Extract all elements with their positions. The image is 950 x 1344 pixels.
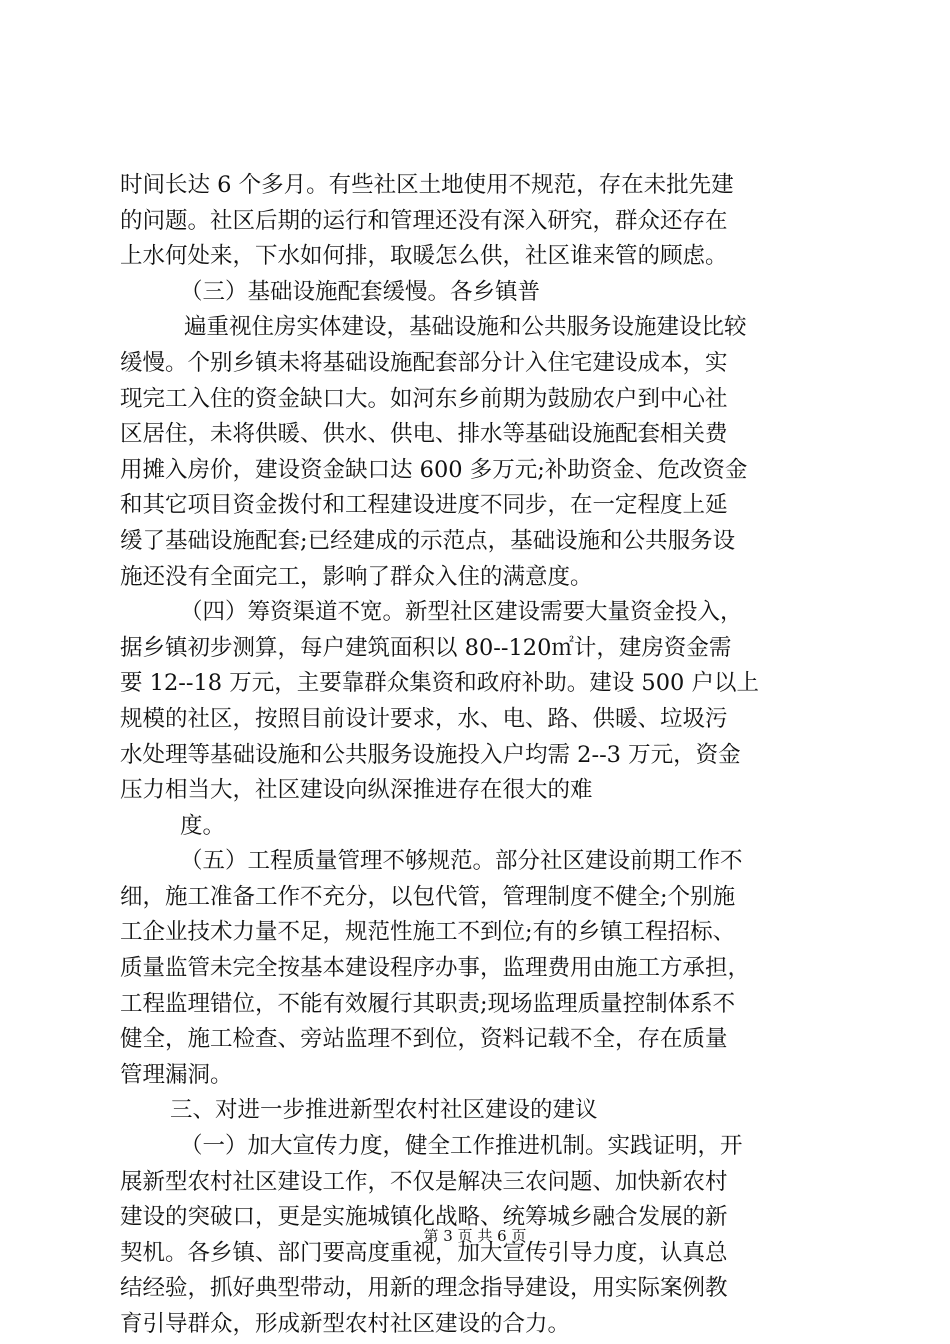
text-line: 区居住，未将供暖、供水、供电、排水等基础设施配套相关费 <box>120 421 728 448</box>
text-line: 要 12--18 万元，主要靠群众集资和政府补助。建设 500 户以上 <box>120 670 760 697</box>
text-line: 规模的社区，按照目前设计要求，水、电、路、供暖、垃圾污 <box>120 705 728 732</box>
text-line: 结经验，抓好典型带动，用新的理念指导建设，用实际案例教 <box>120 1275 728 1302</box>
text-line: 工企业技术力量不足，规范性施工不到位;有的乡镇工程招标、 <box>120 919 736 946</box>
document-body <box>120 168 840 1343</box>
text-line: 细，施工准备工作不充分，以包代管，管理制度不健全;个别施 <box>120 883 736 910</box>
text-line: 契机。各乡镇、部门要高度重视，加大宣传引导力度，认真总 <box>120 1239 728 1266</box>
text-line: 管理漏洞。 <box>120 1061 233 1088</box>
text-line: 度。 <box>180 812 226 839</box>
text-line: 压力相当大，社区建设向纵深推进存在很大的难 <box>120 777 593 804</box>
text-line: 育引导群众，形成新型农村社区建设的合力。 <box>120 1311 571 1337</box>
section-heading-5: （五）工程质量管理不够规范。部分社区建设前期工作不 <box>180 848 743 875</box>
page-footer <box>0 1226 950 1246</box>
text-line: 水处理等基础设施和公共服务设施投入户均需 2--3 万元，资金 <box>120 741 741 768</box>
text-line: 据乡镇初步测算，每户建筑面积以 80--120㎡计，建房资金需 <box>120 634 732 661</box>
text-line: 施还没有全面完工，影响了群众入住的满意度。 <box>120 563 593 590</box>
text-line: 工程监理错位，不能有效履行其职责;现场监理质量控制体系不 <box>120 990 736 1017</box>
text-line: 上水何处来，下水如何排，取暖怎么供，社区谁来管的顾虑。 <box>120 243 728 270</box>
page-number-indicator: 第 3 页 共 6 页 <box>423 1227 527 1245</box>
text-line: 质量监管未完全按基本建设程序办事，监理费用由施工方承担， <box>120 955 751 982</box>
chapter-heading-3: 三、对进一步推进新型农村社区建设的建议 <box>170 1097 598 1124</box>
text-line: 健全，施工检查、旁站监理不到位，资料记载不全，存在质量 <box>120 1026 728 1053</box>
text-line: 缓了基础设施配套;已经建成的示范点，基础设施和公共服务设 <box>120 527 736 554</box>
text-line: 用摊入房价，建设资金缺口达 600 多万元;补助资金、危改资金 <box>120 456 748 483</box>
text-line: 的问题。社区后期的运行和管理还没有深入研究，群众还存在 <box>120 207 728 234</box>
text-line: 展新型农村社区建设工作，不仅是解决三农问题、加快新农村 <box>120 1168 728 1195</box>
section-heading-1: （一）加大宣传力度，健全工作推进机制。实践证明，开 <box>180 1133 743 1160</box>
section-heading-4: （四）筹资渠道不宽。新型社区建设需要大量资金投入， <box>180 599 743 626</box>
section-heading-3: （三）基础设施配套缓慢。各乡镇普 <box>180 278 541 305</box>
text-line: 缓慢。个别乡镇未将基础设施配套部分计入住宅建设成本，实 <box>120 349 728 376</box>
text-line: 和其它项目资金拨付和工程建设进度不同步，在一定程度上延 <box>120 492 728 519</box>
text-line: 现完工入住的资金缺口大。如河东乡前期为鼓励农户到中心社 <box>120 385 728 412</box>
text-line: 时间长达 6 个多月。有些社区土地使用不规范，存在未批先建 <box>120 172 734 198</box>
text-line: 遍重视住房实体建设，基础设施和公共服务设施建设比较 <box>184 314 747 341</box>
text-line: 建设的突破口，更是实施城镇化战略、统筹城乡融合发展的新 <box>120 1204 728 1231</box>
